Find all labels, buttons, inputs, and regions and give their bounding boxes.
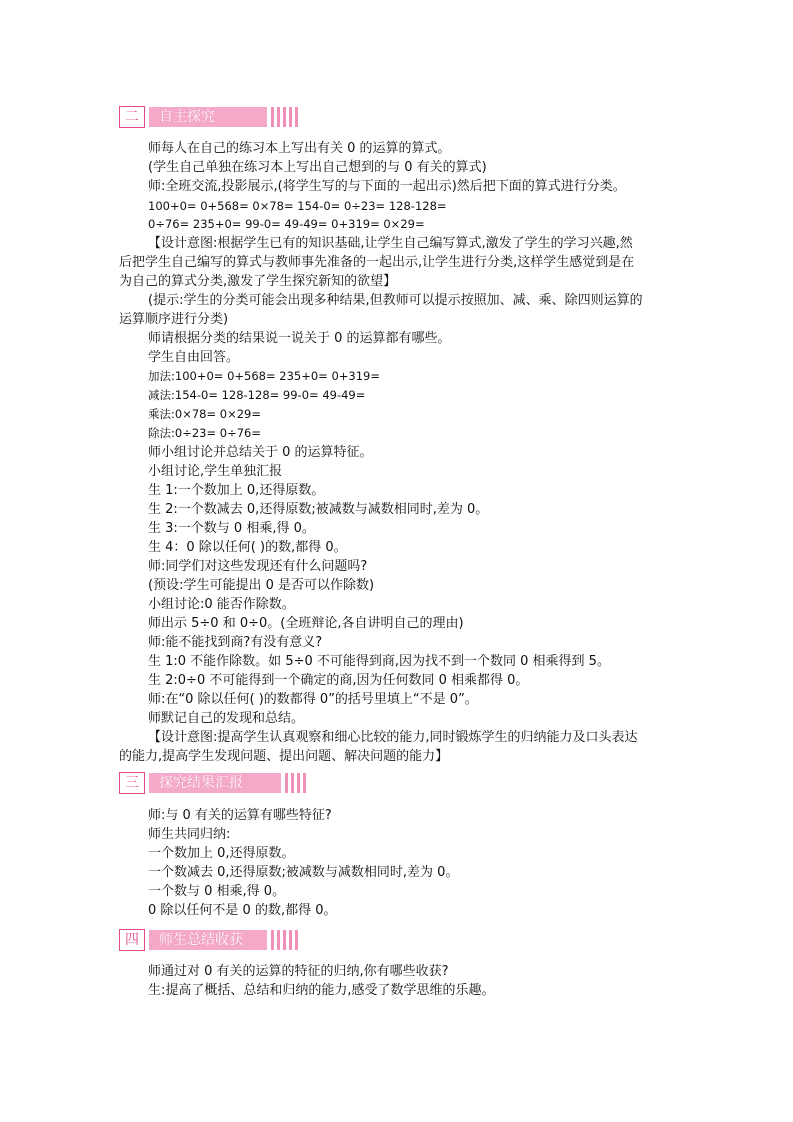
text-line: 学生自由回答。 xyxy=(148,350,240,365)
section-title: 师生总结收获 xyxy=(159,932,243,948)
text-line: 师:与 0 有关的运算有哪些特征? xyxy=(148,808,332,823)
design-intent-text: 【设计意图:根据学生已有的知识基础,让学生自己编写算式,激发了学生的学习兴趣,然 xyxy=(148,236,633,251)
text-line: 生:提高了概括、总结和归纳的能力,感受了数学思维的乐趣。 xyxy=(148,983,495,998)
text-line: 小组讨论,学生单独汇报 xyxy=(148,464,283,479)
text-line: 师:同学们对这些发现还有什么问题吗? xyxy=(148,559,368,574)
text-line: 师默记自己的发现和总结。 xyxy=(148,711,305,726)
text-line: 生 2:一个数减去 0,还得原数;被减数与减数相同时,差为 0。 xyxy=(148,502,489,517)
text-line: (学生自己单独在练习本上写出自己想到的与 0 有关的算式) xyxy=(148,160,487,175)
text-line: 0 除以任何不是 0 的数,都得 0。 xyxy=(148,903,337,918)
text-line: 师每人在自己的练习本上写出有关 0 的运算的算式。 xyxy=(148,141,451,156)
hint-text: (提示:学生的分类可能会出现多种结果,但教师可以提示按照加、减、乘、除四则运算的 xyxy=(148,293,643,308)
section-number: 二 xyxy=(119,106,145,128)
text-line: 生 3:一个数与 0 相乘,得 0。 xyxy=(148,521,315,536)
text-line: 一个数加上 0,还得原数。 xyxy=(148,846,295,861)
design-intent-text: 后把学生自己编写的算式与教师事先准备的一起出示,让学生进行分类,这样学生感觉到是在 xyxy=(119,255,635,270)
section-number: 三 xyxy=(119,772,145,794)
text-line: 生 4：0 除以任何( )的数,都得 0。 xyxy=(148,540,347,555)
equation-line: 0÷76= 235+0= 99-0= 49-49= 0+319= 0×29= xyxy=(148,217,425,231)
equation-line: 减法:154-0= 128-128= 99-0= 49-49= xyxy=(148,388,366,402)
equation-line: 加法:100+0= 0+568= 235+0= 0+319= xyxy=(148,369,380,383)
text-line: 师通过对 0 有关的运算的特征的归纳,你有哪些收获? xyxy=(148,964,449,979)
design-intent-text: 的能力,提高学生发现问题、提出问题、解决问题的能力】 xyxy=(119,749,449,764)
equation-line: 乘法:0×78= 0×29= xyxy=(148,407,261,421)
text-line: 师生共同归纳: xyxy=(148,827,231,842)
text-line: 生 1:0 不能作除数。如 5÷0 不可能得到商,因为找不到一个数同 0 相乘得到 5。 xyxy=(148,654,610,669)
text-line: (预设:学生可能提出 0 是否可以作除数) xyxy=(148,578,375,593)
section-title: 自主探究 xyxy=(159,109,215,125)
text-line: 师出示 5÷0 和 0÷0。(全班辩论,各自讲明自己的理由) xyxy=(148,616,464,631)
equation-line: 100+0= 0+568= 0×78= 154-0= 0÷23= 128-128= xyxy=(148,199,447,213)
text-line: 师请根据分类的结果说一说关于 0 的运算都有哪些。 xyxy=(148,331,451,346)
text-line: 师:全班交流,投影展示,(将学生写的与下面的一起出示)然后把下面的算式进行分类。 xyxy=(148,179,626,194)
text-line: 小组讨论:0 能否作除数。 xyxy=(148,597,295,612)
equation-line: 除法:0÷23= 0÷76= xyxy=(148,426,261,440)
text-line: 生 2:0÷0 不可能得到一个确定的商,因为任何数同 0 相乘都得 0。 xyxy=(148,673,529,688)
text-line: 一个数减去 0,还得原数;被减数与减数相同时,差为 0。 xyxy=(148,865,459,880)
design-intent-text: 为自己的算式分类,激发了学生探究新知的欲望】 xyxy=(119,274,397,289)
text-line: 师:在“0 除以任何( )的数都得 0”的括号里填上“不是 0”。 xyxy=(148,692,478,707)
text-line: 师:能不能找到商?有没有意义? xyxy=(148,635,323,650)
section-number: 四 xyxy=(119,929,145,951)
hint-text: 运算顺序进行分类) xyxy=(119,312,229,327)
text-line: 一个数与 0 相乘,得 0。 xyxy=(148,884,286,899)
text-line: 师小组讨论并总结关于 0 的运算特征。 xyxy=(148,445,373,460)
text-line: 生 1:一个数加上 0,还得原数。 xyxy=(148,483,325,498)
section-title: 探究结果汇报 xyxy=(159,775,243,791)
design-intent-text: 【设计意图:提高学生认真观察和细心比较的能力,同时锻炼学生的归纳能力及口头表达 xyxy=(148,730,638,745)
